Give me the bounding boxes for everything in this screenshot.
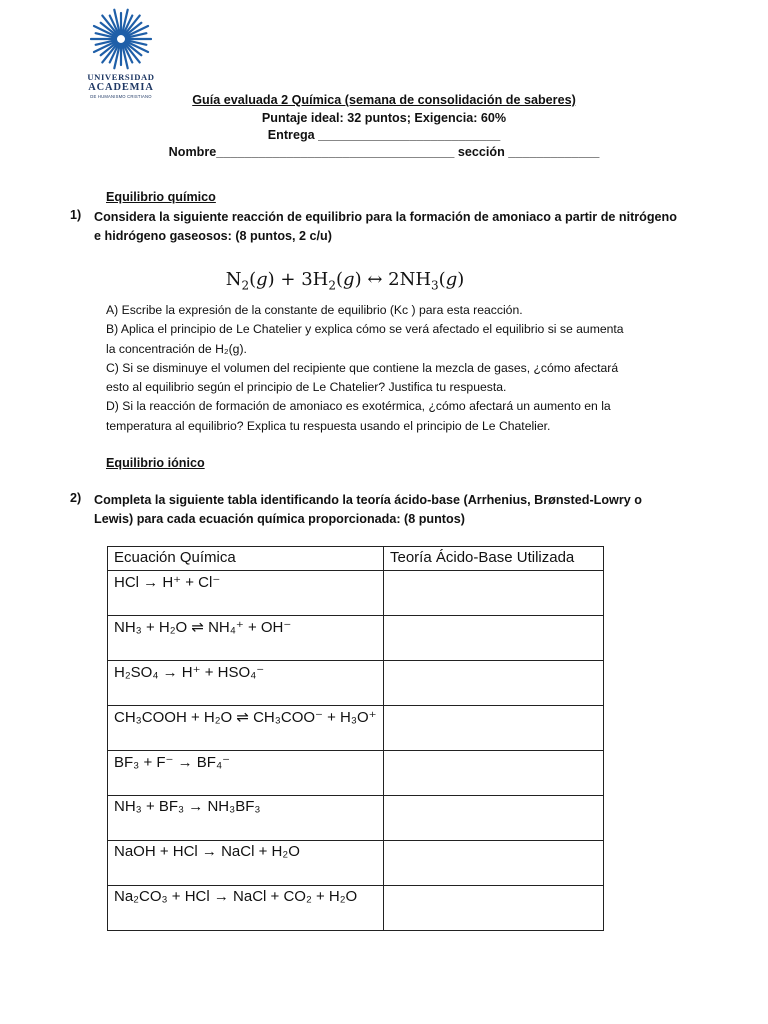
part-a: A) Escribe la expresión de la constante de equilibrio (Kc ) para esta reacción. — [106, 303, 523, 317]
document-title: Guía evaluada 2 Química (semana de consolidación de saberes) — [192, 93, 576, 107]
theory-answer-cell[interactable] — [384, 796, 604, 841]
part-b: B) Aplica el principio de Le Chatelier y explica cómo se verá afectado el equilibrio si se aumenta la concentración de H₂(g). — [106, 322, 624, 356]
table-row — [108, 751, 604, 796]
part-c: C) Si se disminuye el volumen del recipiente que contiene la mezcla de gases, ¿cómo afectará esto al equilibrio según el principio de Le Chatelier? Justifica tu respuesta. — [106, 360, 619, 395]
equation-cell: Na₂CO₃ + HCl → NaCl + CO₂ + H₂O — [108, 886, 384, 931]
part-d: D) Si la reacción de formación de amoniaco es exotérmica, ¿cómo afectará un aumento en la temperatura al equilibrio? Explica tu respuesta usando el principio de Le Chatelier. — [106, 399, 611, 433]
equation-cell: H₂SO₄ → H⁺ + HSO₄⁻ — [108, 661, 384, 706]
question-text-1: Considera la siguiente reacción de equilibrio para la formación de amoniaco a partir de nitrógeno e hidrógeno gaseosos: (8 puntos, 2 c/u) — [94, 210, 677, 243]
question-1-parts — [106, 301, 626, 436]
section-title-ionic-equilibrium: Equilibrio iónico — [106, 456, 205, 470]
equation-cell: CH₃COOH + H₂O ⇌ CH₃COO⁻ + H₃O⁺ — [108, 706, 384, 751]
table-row — [108, 661, 604, 706]
name-section-line: Nombre__________________________________ sección _____________ — [168, 145, 600, 159]
question-text-2: Completa la siguiente tabla identificando la teoría ácido-base (Arrhenius, Brønsted-Lowry o Lewis) para cada ecuación química proporcionada: (8 puntos) — [94, 493, 642, 526]
delivery-line: Entrega __________________________ — [267, 128, 501, 142]
ammonia-equilibrium-equation: $N_2(g) + 3H_2(g)$ ↔ $2NH_3(g)$ — [225, 269, 465, 293]
table-row — [108, 886, 604, 931]
logo-line-1: UNIVERSIDAD — [87, 72, 155, 82]
table-row — [108, 841, 604, 886]
section-title-chemical-equilibrium: Equilibrio químico — [106, 190, 216, 204]
theory-answer-cell[interactable] — [384, 616, 604, 661]
logo-line-3: DE HUMANISMO CRISTIANO — [90, 94, 152, 99]
question-number-1: 1) — [70, 208, 82, 222]
table-row — [108, 616, 604, 661]
table-header-row — [108, 547, 604, 571]
acid-base-theory-table — [107, 546, 604, 931]
logo-line-2: ACADEMIA — [88, 82, 154, 93]
theory-answer-cell[interactable] — [384, 661, 604, 706]
table-row — [108, 796, 604, 841]
score-info: Puntaje ideal: 32 puntos; Exigencia: 60% — [261, 111, 507, 125]
theory-answer-cell[interactable] — [384, 751, 604, 796]
equation-cell: NaOH + HCl → NaCl + H₂O — [108, 841, 384, 886]
equation-cell: NH₃ + H₂O ⇌ NH₄⁺ + OH⁻ — [108, 616, 384, 661]
column-header-equation: Ecuación Química — [108, 547, 384, 571]
university-logo — [76, 8, 166, 99]
question-number-2: 2) — [70, 491, 82, 505]
theory-answer-cell[interactable] — [384, 841, 604, 886]
starburst-logo-icon — [90, 8, 152, 70]
equation-cell: BF₃ + F⁻ → BF₄⁻ — [108, 751, 384, 796]
table-row — [108, 571, 604, 616]
equation-cell: NH₃ + BF₃ → NH₃BF₃ — [108, 796, 384, 841]
theory-answer-cell[interactable] — [384, 886, 604, 931]
theory-answer-cell[interactable] — [384, 571, 604, 616]
equation-cell: HCl → H⁺ + Cl⁻ — [108, 571, 384, 616]
theory-answer-cell[interactable] — [384, 706, 604, 751]
column-header-theory: Teoría Ácido-Base Utilizada — [384, 547, 604, 571]
table-row — [108, 706, 604, 751]
